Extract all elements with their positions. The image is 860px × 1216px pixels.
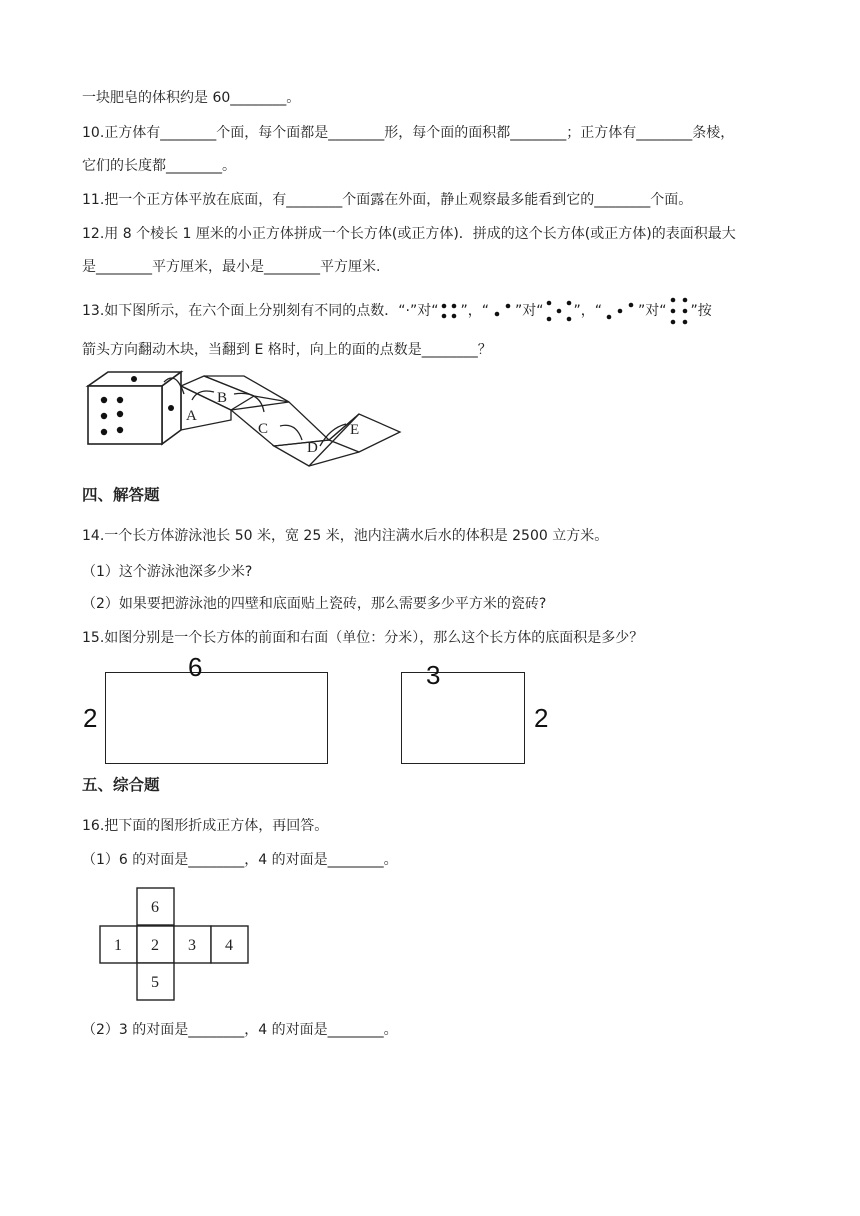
q13-text-4: ”，“ xyxy=(573,303,603,319)
dots-five-icon xyxy=(544,299,574,323)
q13-text-3: ”对“ xyxy=(515,303,544,319)
q13-text-6: ”按 xyxy=(690,303,712,319)
roll-path-cells xyxy=(181,376,400,466)
dots-four-icon xyxy=(438,301,460,321)
question-13-line2: 箭头方向翻动木块，当翻到 E 格时，向上的面的点数是________？ xyxy=(82,342,492,358)
q13-text-5: ”对“ xyxy=(638,303,667,319)
question-11: 11.把一个正方体平放在底面，有________个面露在外面，静止观察最多能看到它的________个面。 xyxy=(82,192,693,208)
right-face-height: 2 xyxy=(534,703,549,733)
question-14-part-1: （1）这个游泳池深多少米? xyxy=(82,564,253,580)
dice-roll-figure xyxy=(84,366,404,478)
cell-label-b: B xyxy=(217,390,228,406)
right-face-width: 3 xyxy=(426,660,441,690)
question-15: 15.如图分别是一个长方体的前面和右面（单位：分米），那么这个长方体的底面积是多少？ xyxy=(82,630,644,646)
net-label-3: 3 xyxy=(188,937,196,954)
front-face-length: 6 xyxy=(188,652,203,682)
question-12-line1: 12.用 8 个棱长 1 厘米的小正方体拼成一个长方体(或正方体)．拼成的这个长方体(或正方体)的表面积最大 xyxy=(82,226,736,242)
question-10-line2: 它们的长度都________。 xyxy=(82,158,236,174)
cube-net-figure xyxy=(98,886,250,1006)
question-14: 14.一个长方体游泳池长 50 米，宽 25 米，池内注满水后水的体积是 2500 立方米。 xyxy=(82,528,609,544)
section-4-heading: 四、解答题 xyxy=(82,486,160,504)
die-side-dot xyxy=(168,405,174,411)
question-10-line1: 10.正方体有________个面，每个面都是________形，每个面的面积都________；正方体有________条棱， xyxy=(82,125,735,141)
section-5-heading: 五、综合题 xyxy=(82,776,160,794)
dots-three-icon xyxy=(602,300,638,322)
dots-two-icon xyxy=(489,301,515,321)
net-label-1: 1 xyxy=(114,937,122,954)
net-label-2: 2 xyxy=(151,937,159,954)
question-9-tail: 一块肥皂的体积约是 60________。 xyxy=(82,90,301,106)
cell-label-a: A xyxy=(186,408,197,424)
net-label-4: 4 xyxy=(225,937,233,954)
cell-label-c: C xyxy=(258,421,269,437)
cell-label-d: D xyxy=(307,440,318,456)
question-13-line1 xyxy=(82,296,712,326)
net-label-bottom: 5 xyxy=(151,974,159,991)
dots-six-icon xyxy=(667,296,691,326)
die-top-dot xyxy=(131,376,137,382)
front-face-height: 2 xyxy=(83,703,98,733)
front-face-rect xyxy=(105,672,328,764)
net-label-top: 6 xyxy=(151,899,159,916)
q13-text-1: 13.如下图所示，在六个面上分别刻有不同的点数．“·”对“ xyxy=(82,303,439,319)
question-16-part-2: （2）3 的对面是________，4 的对面是________。 xyxy=(82,1022,398,1038)
question-16: 16.把下面的图形折成正方体，再回答。 xyxy=(82,818,329,834)
right-face-rect xyxy=(401,672,525,764)
question-16-part-1: （1）6 的对面是________，4 的对面是________。 xyxy=(82,852,398,868)
question-14-part-2: （2）如果要把游泳池的四壁和底面贴上瓷砖，那么需要多少平方米的瓷砖? xyxy=(82,596,547,612)
question-12-line2: 是________平方厘米，最小是________平方厘米. xyxy=(82,259,381,275)
cell-label-e: E xyxy=(350,422,360,438)
q13-text-2: ”，“ xyxy=(460,303,489,319)
